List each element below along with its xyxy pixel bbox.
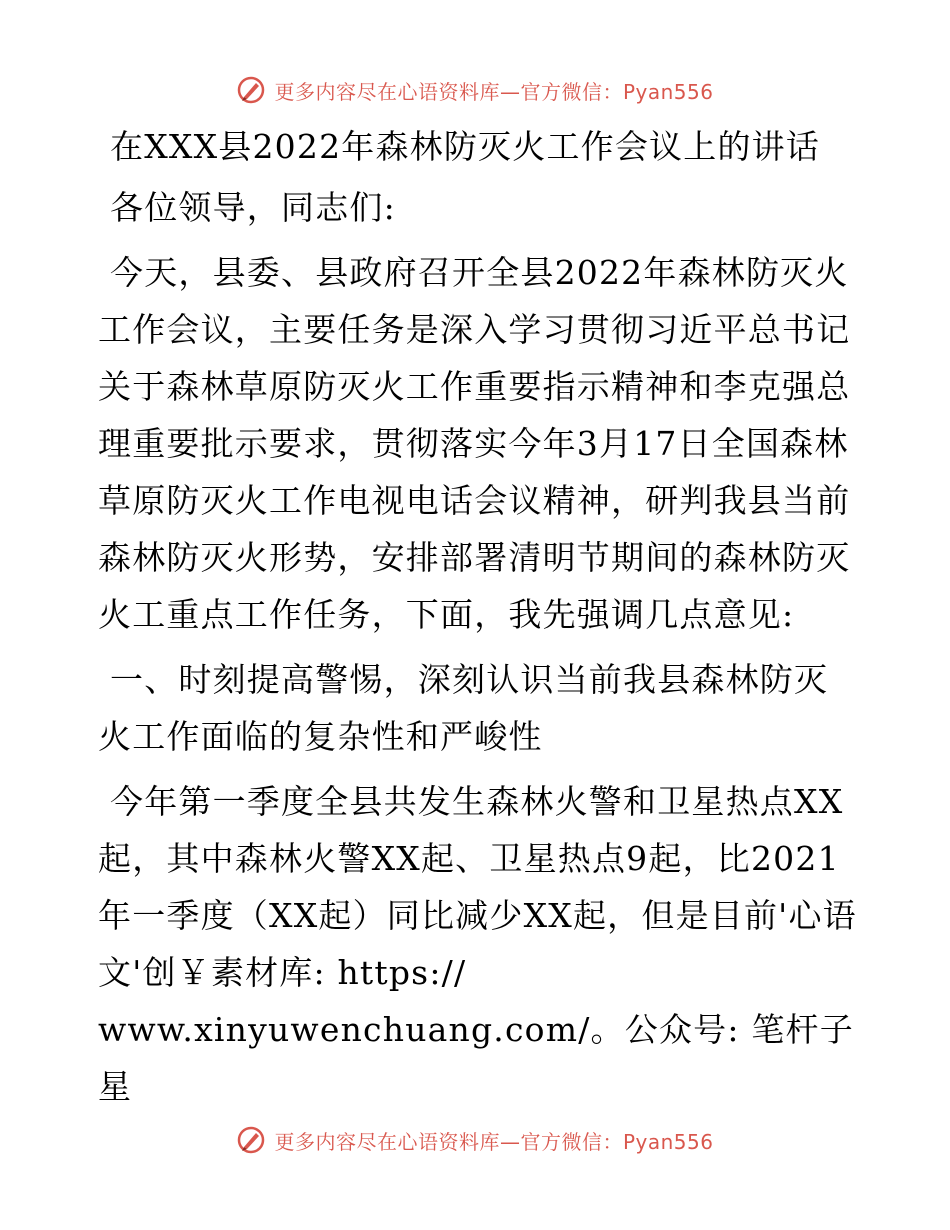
- pen-logo-icon: [236, 1125, 266, 1155]
- header-watermark: [0, 70, 950, 110]
- watermark-text: 更多内容尽在心语资料库—官方微信：Pyan556: [274, 1129, 714, 1154]
- section-heading-one: 一、时刻提高警惕，深刻认识当前我县森林防灭火工作面临的复杂性和严峻性: [98, 660, 829, 756]
- greeting: 各位领导，同志们:: [110, 188, 396, 227]
- pen-logo-icon: [236, 75, 266, 105]
- document-body: [98, 118, 858, 1115]
- speech-title: 在XXX县2022年森林防灭火工作会议上的讲话: [110, 127, 821, 166]
- paragraph-intro: 今天，县委、县政府召开全县2022年森林防灭火工作会议，主要任务是深入学习贯彻习近平总书记关于森林草原防灭火工作重要指示精神和李克强总理重要批示要求，贯彻落实今年3月17日全国森林草原防灭火工作电视电话会议精神，研判我县当前森林防灭火形势，安排部署清明节期间的森林防灭火工重点工作任务，下面，我先强调几点意见:: [98, 253, 851, 634]
- footer-watermark: [0, 1120, 950, 1160]
- paragraph-statistics: 今年第一季度全县共发生森林火警和卫星热点XX起，其中森林火警XX起、卫星热点9起，比2021年一季度（XX起）同比减少XX起，但是目前'心语文'创￥素材库: https://: [98, 782, 857, 992]
- watermark-text: 更多内容尽在心语资料库—官方微信：Pyan556: [274, 79, 714, 104]
- paragraph-website: www.xinyuwenchuang.com/。公众号: 笔杆子星: [98, 1010, 854, 1106]
